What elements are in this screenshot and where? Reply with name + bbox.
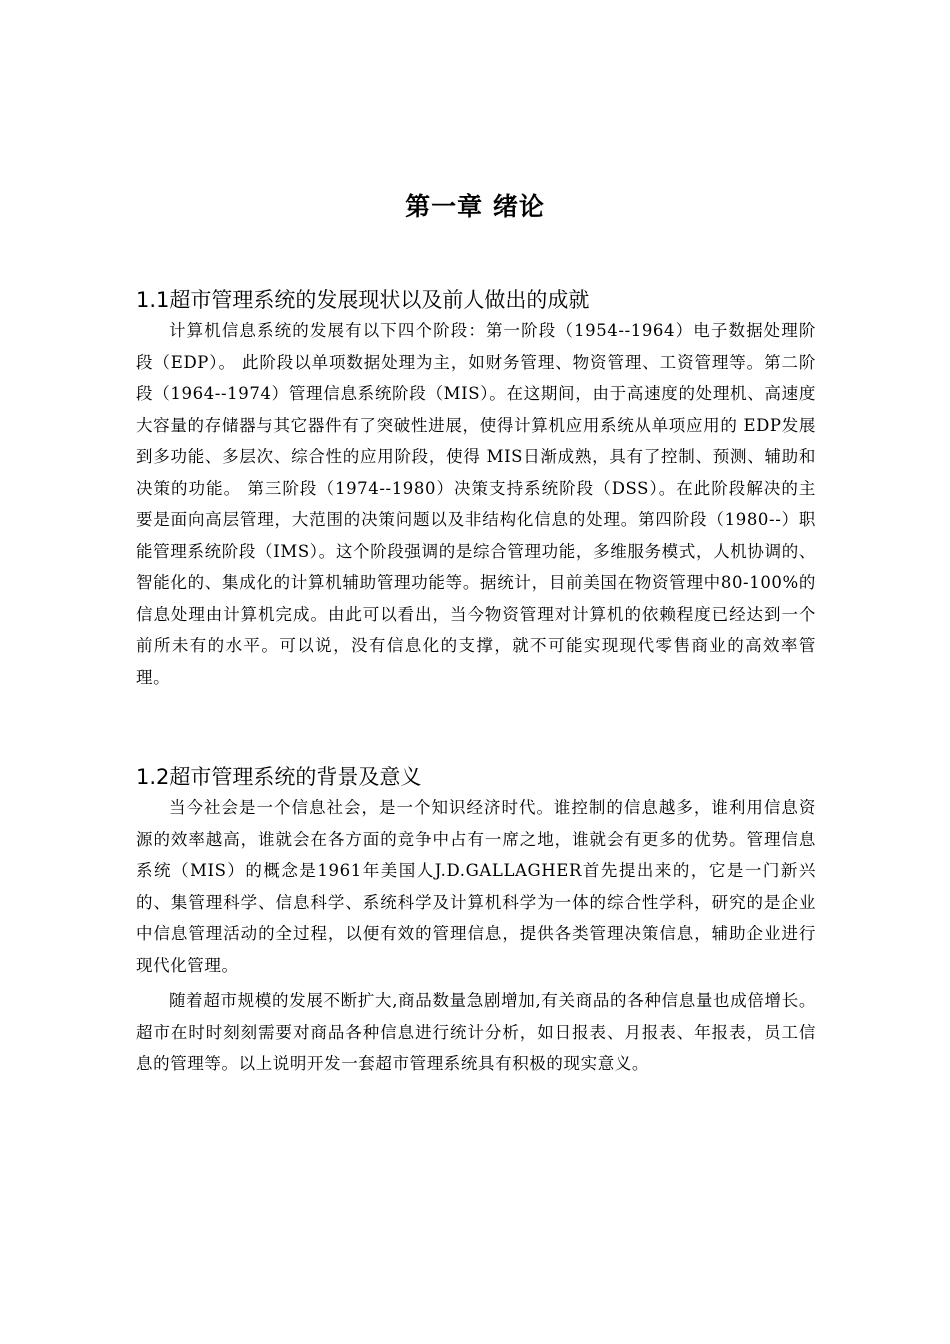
paragraph: 计算机信息系统的发展有以下四个阶段：第一阶段（1954--1964）电子数据处理阶段（EDP）。 此阶段以单项数据处理为主，如财务管理、物资管理、工资管理等。第二阶段（1964--1974）管理信息系统阶段（MIS）。在这期间，由于高速度的处理机、高速度大容量的存储器与其它器件有了突破性进展，使得计算机应用系统从单项应用的 EDP发展到多功能、多层次、综合性的应用阶段，使得 MIS日渐成熟，具有了控制、预测、辅助和决策的功能。 第三阶段（1974--1980）决策支持系统阶段（DSS）。在此阶段解决的主要是面向高层管理，大范围的决策问题以及非结构化信息的处理。第四阶段（1980--）职能管理系统阶段（IMS）。这个阶段强调的是综合管理功能，多维服务模式，人机协调的、智能化的、集成化的计算机辅助管理功能等。据统计，目前美国在物资管理中80-100%的信息处理由计算机完成。由此可以看出，当今物资管理对计算机的依赖程度已经达到一个前所未有的水平。可以说，没有信息化的支撑，就不可能实现现代零售商业的高效率管理。	[136, 321, 816, 687]
chapter-title: 第一章 绪论	[405, 192, 545, 221]
section-1-1	[136, 285, 816, 693]
paragraph: 随着超市规模的发展不断扩大,商品数量急剧增加,有关商品的各种信息量也成倍增长。超市在时时刻刻需要对商品各种信息进行统计分析，如日报表、月报表、年报表，员工信息的管理等。以上说明开发一套超市管理系统具有积极的现实意义。	[136, 991, 816, 1073]
section-1-2	[136, 762, 816, 1080]
paragraph: 当今社会是一个信息社会，是一个知识经济时代。谁控制的信息越多，谁利用信息资源的效率越高，谁就会在各方面的竞争中占有一席之地，谁就会有更多的优势。管理信息系统（MIS）的概念是1961年美国人J.D.GALLAGHER首先提出来的，它是一门新兴的、集管理科学、信息科学、系统科学及计算机科学为一体的综合性学科，研究的是企业中信息管理活动的全过程，以便有效的管理信息，提供各类管理决策信息，辅助企业进行现代化管理。	[136, 798, 816, 975]
section-heading: 1.1超市管理系统的发展现状以及前人做出的成就	[136, 288, 590, 312]
section-heading: 1.2超市管理系统的背景及意义	[136, 765, 422, 789]
